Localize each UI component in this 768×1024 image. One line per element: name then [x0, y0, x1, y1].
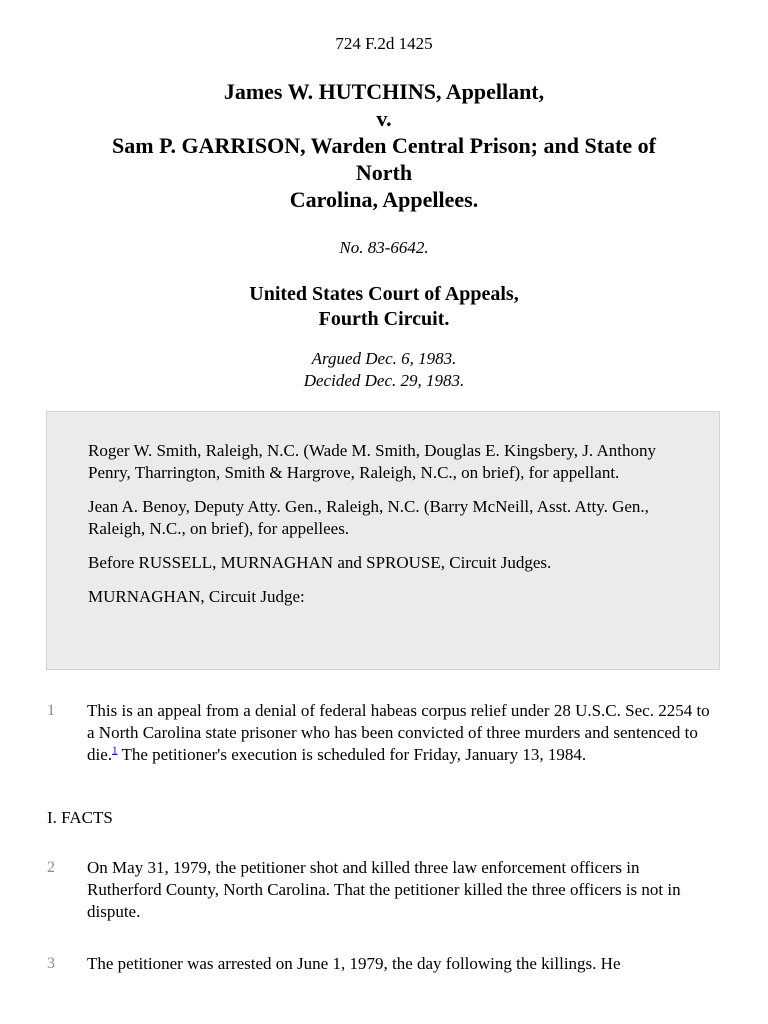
court-name [0, 282, 768, 332]
paragraph-text [87, 700, 717, 766]
paragraph-number: 3 [47, 955, 55, 972]
paragraph-number: 2 [47, 859, 55, 876]
opinion-author: MURNAGHAN, Circuit Judge: [88, 587, 305, 606]
paragraph-text: On May 31, 1979, the petitioner shot and killed three law enforcement officers in Rutherford County, North Carolina. That the petitioner killed the three officers is not in dispute. [87, 858, 681, 921]
paragraph-text: The petitioner was arrested on June 1, 1979, the day following the killings. He [87, 954, 621, 973]
section-heading: I. FACTS [47, 808, 113, 827]
case-citation: 724 F.2d 1425 [335, 34, 433, 53]
argued-date: Argued Dec. 6, 1983. [311, 349, 457, 368]
caption-versus: v. [376, 106, 392, 131]
case-dates [0, 348, 768, 392]
counsel-box [46, 411, 720, 670]
panel-judges: Before RUSSELL, MURNAGHAN and SPROUSE, Circuit Judges. [88, 553, 552, 572]
paragraph-text-segment: This is an appeal from a denial of federal habeas corpus relief under 28 U.S.C. Sec. 2254 to a North Carolina state prisoner who has been convicted of three murders and sentenced to die. [87, 701, 710, 764]
counsel-appellant: Roger W. Smith, Raleigh, N.C. (Wade M. Smith, Douglas E. Kingsbery, J. Anthony Penry, Tharrington, Smith & Hargrove, Raleigh, N.C., on brief), for appellant. [88, 441, 656, 482]
caption-appellee-line: Sam P. GARRISON, Warden Central Prison; and State of [112, 133, 656, 158]
caption-appellee-line: North [355, 160, 413, 185]
docket-number: No. 83-6642. [339, 238, 429, 257]
caption-appellee-line: Carolina, Appellees. [289, 187, 479, 212]
footnote-link[interactable]: 1 [112, 744, 118, 757]
paragraph-number: 1 [47, 702, 55, 719]
decided-date: Decided Dec. 29, 1983. [303, 371, 465, 390]
court-circuit-line: Fourth Circuit. [318, 308, 450, 330]
caption-appellant: James W. HUTCHINS, Appellant, [223, 79, 545, 104]
counsel-appellees: Jean A. Benoy, Deputy Atty. Gen., Raleigh, N.C. (Barry McNeill, Asst. Atty. Gen., Raleigh, N.C., on brief), for appellees. [88, 497, 649, 538]
paragraph-text-segment: The petitioner's execution is scheduled for Friday, January 13, 1984. [117, 745, 587, 764]
court-name-line: United States Court of Appeals, [249, 283, 519, 305]
case-caption [60, 78, 708, 213]
